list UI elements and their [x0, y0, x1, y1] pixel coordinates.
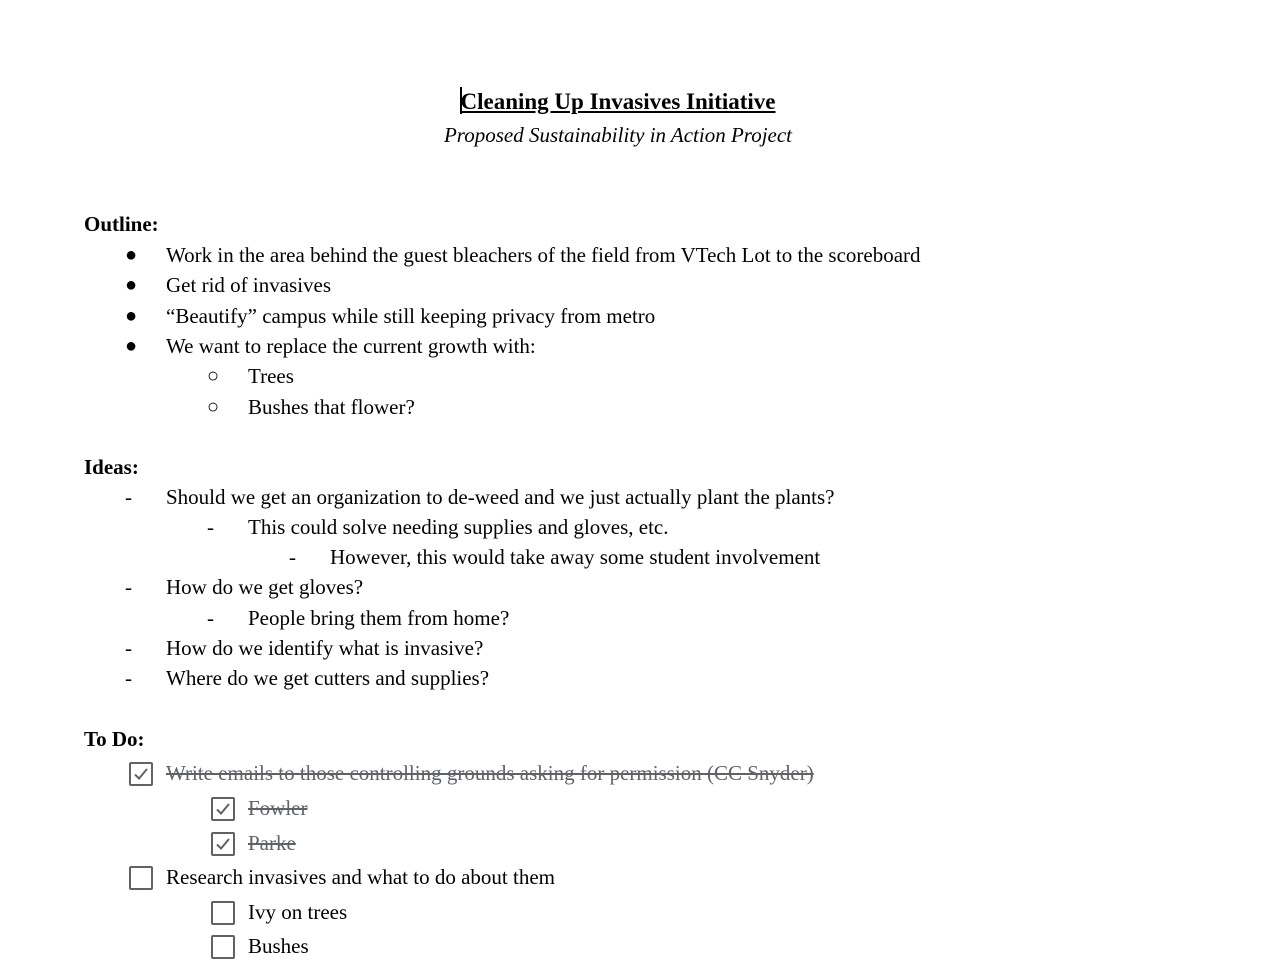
dash-bullet: - — [207, 606, 214, 630]
dash-bullet: - — [125, 575, 132, 599]
checkbox-unchecked[interactable] — [211, 901, 235, 925]
checkbox-unchecked[interactable] — [129, 866, 153, 890]
checkbox-checked[interactable] — [211, 797, 235, 821]
bullet-icon: ● — [125, 305, 138, 327]
checkbox-checked[interactable] — [129, 762, 153, 786]
document-subtitle[interactable]: Proposed Sustainability in Action Project — [443, 123, 793, 147]
checkbox-checked[interactable] — [211, 832, 235, 856]
bullet-icon: ● — [125, 335, 138, 357]
bullet-icon: ● — [125, 244, 138, 266]
checkbox-unchecked[interactable] — [211, 935, 235, 959]
hollow-bullet-icon: ○ — [207, 365, 220, 387]
checkmark-icon — [214, 800, 232, 818]
dash-bullet: - — [125, 666, 132, 690]
ideas-heading[interactable]: Ideas: — [84, 455, 139, 479]
outline-heading[interactable]: Outline: — [84, 212, 159, 236]
hollow-bullet-icon: ○ — [207, 396, 220, 418]
document-page: Cleaning Up Invasives Initiative Proposed Sustainability in Action Project Outline: ● Work in the area behind the guest bleachers of the field from VTech Lot to the scoreboard ● Get rid of invasives ● “Beautify” campus while still keeping privacy from metro ● We want to replace the current growth with: ○ Trees ○ Bushes that flower? Ideas: - Should we get an organization to de-weed and we just actually plant the plants? - This could solve needing supplies and gloves, etc. - However, this would take away some student involvement - How do we get gloves? - People bring them from home? - How do we identify what is invasive? - Where do we get cutters and supplies? To Do: Write emails to those controlling grounds asking for permission (CC Snyder) Fowler Parke Research invasives and what to do about them Ivy on trees Bushes — [0, 0, 1280, 948]
dash-bullet: - — [289, 545, 296, 569]
dash-bullet: - — [125, 485, 132, 509]
dash-bullet: - — [125, 636, 132, 660]
checkmark-icon — [132, 765, 150, 783]
checkmark-icon — [214, 835, 232, 853]
document-title[interactable]: Cleaning Up Invasives Initiative — [460, 89, 776, 114]
bullet-icon: ● — [125, 274, 138, 296]
todo-heading[interactable]: To Do: — [84, 727, 145, 751]
dash-bullet: - — [207, 515, 214, 539]
